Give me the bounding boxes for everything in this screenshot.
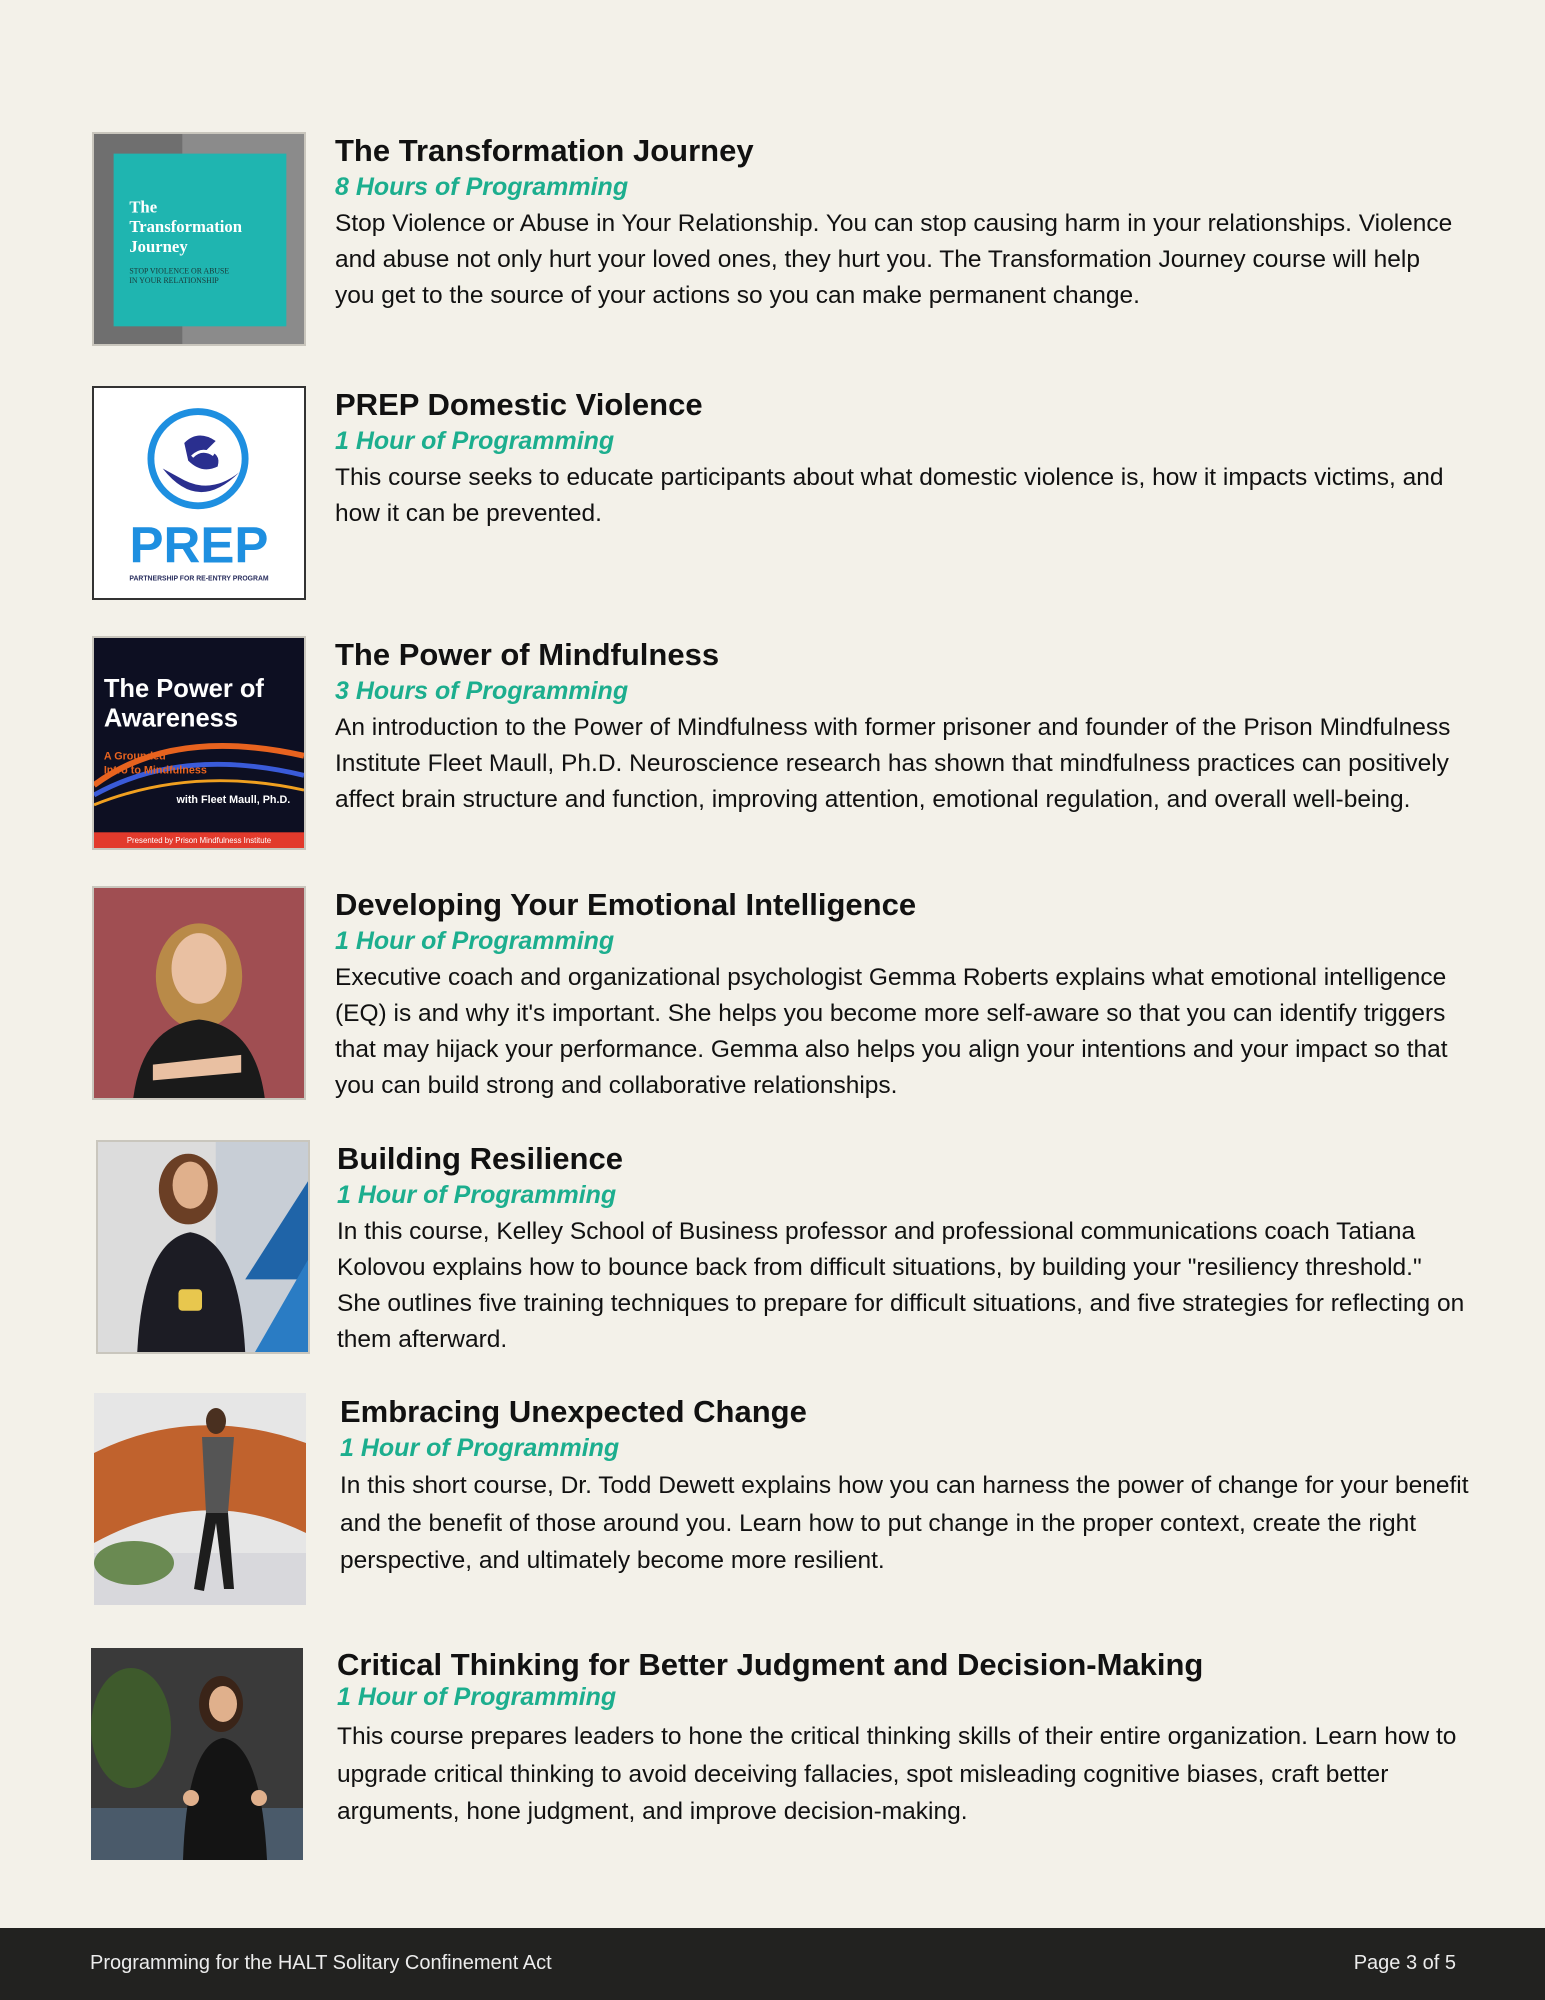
course-title: PREP Domestic Violence [335, 387, 703, 422]
course-title: Developing Your Emotional Intelligence [335, 887, 917, 922]
course-description: In this short course, Dr. Todd Dewett explains how you can harness the power of change for your benefit and the benefit of those around you. Learn how to put change in the proper context, create the right perspective, and ultimately become more resilient. [340, 1472, 1469, 1574]
course-text [335, 636, 1465, 818]
course-text [335, 886, 1465, 1104]
prep-logo-image [94, 388, 304, 598]
footer-page-number: Page 3 of 5 [1353, 1952, 1456, 1974]
transformation-journey-cover-image [94, 134, 304, 344]
course-text [337, 1140, 1467, 1358]
svg-text:Transformation: Transformation [129, 217, 243, 237]
footer-document-title: Programming for the HALT Solitary Confinement Act [90, 1952, 552, 1974]
power-of-awareness-cover-image [94, 638, 304, 848]
course-title: Building Resilience [337, 1141, 623, 1176]
svg-text:STOP VIOLENCE OR ABUSE: STOP VIOLENCE OR ABUSE [129, 266, 230, 276]
page-footer [0, 1928, 1545, 2000]
course-thumbnail-transformation-journey [92, 132, 306, 346]
course-thumbnail-embracing-change [94, 1393, 306, 1605]
course-text [335, 132, 1465, 314]
course-hours: 1 Hour of Programming [335, 427, 615, 455]
course-hours: 1 Hour of Programming [337, 1683, 617, 1711]
svg-text:PREP: PREP [129, 516, 269, 574]
svg-text:Presented by Prison Mindfulnes: Presented by Prison Mindfulness Institute [126, 836, 272, 846]
svg-text:Awareness: Awareness [103, 704, 239, 733]
course-thumbnail-building-resilience [96, 1140, 310, 1354]
course-hours: 1 Hour of Programming [340, 1434, 620, 1462]
course-text [335, 386, 1465, 532]
svg-text:PARTNERSHIP FOR RE-ENTRY PROGR: PARTNERSHIP FOR RE-ENTRY PROGRAM [129, 575, 269, 583]
course-thumbnail-power-of-mindfulness [92, 636, 306, 850]
svg-text:The Power of: The Power of [103, 674, 264, 703]
course-description: Stop Violence or Abuse in Your Relationship. You can stop causing harm in your relationships. Violence and abuse not only hurt your loved ones, they hurt you. The Transformation Journey course will help you get to the source of your actions so you can make permanent change. [335, 210, 1453, 309]
svg-text:The: The [129, 197, 158, 217]
svg-text:with Fleet Maull, Ph.D.: with Fleet Maull, Ph.D. [176, 793, 291, 806]
svg-text:IN YOUR RELATIONSHIP: IN YOUR RELATIONSHIP [129, 276, 219, 286]
course-description: An introduction to the Power of Mindfulness with former prisoner and founder of the Prison Mindfulness Institute Fleet Maull, Ph.D. Neuroscience research has shown that mindfulness practices can positively affect brain structure and function, improving attention, emotional regulation, and overall well-being. [335, 714, 1451, 813]
svg-text:Intro to Mindfulness: Intro to Mindfulness [103, 764, 207, 777]
instructor-photo [91, 1648, 303, 1860]
course-description: Executive coach and organizational psychologist Gemma Roberts explains what emotional intelligence (EQ) is and why it's important. She helps you become more self-aware so that you can identify triggers that may hijack your performance. Gemma also helps you align your intentions and your impact so that you can build strong and collaborative relationships. [335, 964, 1448, 1099]
course-thumbnail-critical-thinking [91, 1648, 303, 1860]
course-title: The Transformation Journey [335, 133, 754, 168]
course-hours: 8 Hours of Programming [335, 173, 629, 201]
course-description: This course seeks to educate participants about what domestic violence is, how it impacts victims, and how it can be prevented. [335, 464, 1444, 527]
course-thumbnail-emotional-intelligence [92, 886, 306, 1100]
course-description: This course prepares leaders to hone the critical thinking skills of their entire organization. Learn how to upgrade critical thinking to avoid deceiving fallacies, spot misleading cognitive biases, craft better arguments, hone judgment, and improve decision-making. [337, 1723, 1457, 1825]
svg-text:Journey: Journey [129, 236, 188, 256]
instructor-photo [94, 1393, 306, 1605]
course-description: In this course, Kelley School of Business professor and professional communications coach Tatiana Kolovou explains how to bounce back from difficult situations, by building your "resiliency threshold." She outlines five training techniques to prepare for difficult situations, and five strategies for reflecting on them afterward. [337, 1218, 1465, 1353]
course-thumbnail-prep [92, 386, 306, 600]
course-text [337, 1648, 1467, 1831]
course-hours: 1 Hour of Programming [335, 927, 615, 955]
instructor-photo [98, 1142, 308, 1352]
course-hours: 3 Hours of Programming [335, 677, 629, 705]
svg-text:A Grounded: A Grounded [103, 750, 166, 763]
course-text [340, 1393, 1470, 1580]
course-hours: 1 Hour of Programming [337, 1181, 617, 1209]
course-title: Critical Thinking for Better Judgment and Decision-Making [337, 1647, 1204, 1682]
instructor-photo [94, 888, 304, 1098]
course-title: The Power of Mindfulness [335, 637, 720, 672]
course-title: Embracing Unexpected Change [340, 1394, 807, 1429]
